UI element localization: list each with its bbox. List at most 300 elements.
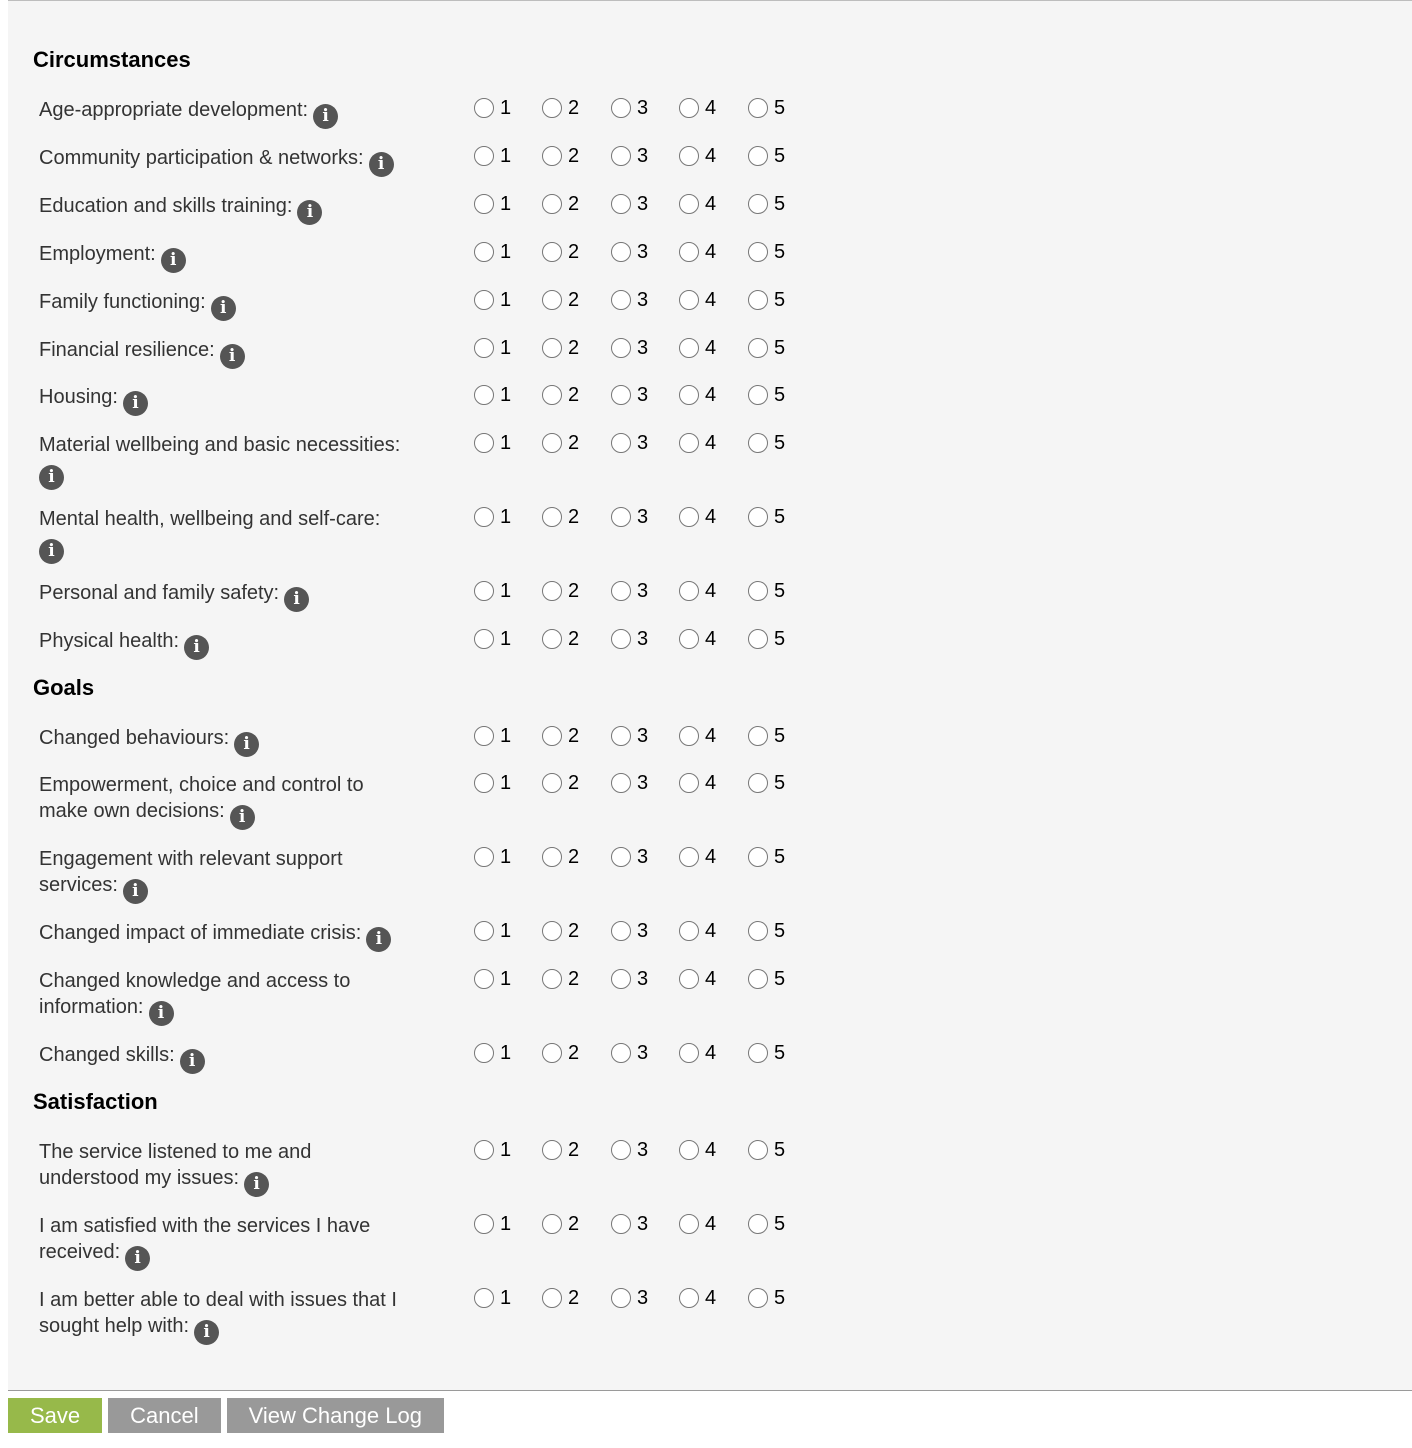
radio-button[interactable]	[542, 1043, 562, 1063]
rating-option-5[interactable]	[748, 770, 785, 796]
rating-option-4[interactable]	[679, 1040, 716, 1066]
rating-option-5[interactable]	[748, 382, 785, 408]
radio-button[interactable]	[679, 1043, 699, 1063]
radio-button[interactable]	[679, 581, 699, 601]
rating-option-label: 2	[568, 920, 580, 942]
rating-option-2[interactable]	[542, 287, 579, 313]
rating-option-2[interactable]	[542, 770, 579, 796]
rating-label-text: Family functioning:	[39, 291, 206, 313]
rating-option-1[interactable]	[474, 1040, 511, 1066]
rating-option-1[interactable]	[474, 335, 511, 361]
rating-option-label: 1	[500, 337, 512, 359]
rating-label	[39, 968, 389, 1026]
radio-button[interactable]	[679, 146, 699, 166]
radio-button[interactable]	[679, 773, 699, 793]
rating-label-text: Community participation & networks:	[39, 147, 364, 169]
rating-option-1[interactable]	[474, 1211, 511, 1237]
rating-option-4[interactable]	[679, 844, 716, 870]
radio-button[interactable]	[542, 1288, 562, 1308]
rating-option-1[interactable]	[474, 95, 511, 121]
rating-option-4[interactable]	[679, 430, 716, 456]
radio-button[interactable]	[679, 1140, 699, 1160]
rating-option-label: 5	[774, 772, 786, 794]
rating-option-label: 3	[637, 506, 649, 528]
rating-option-label: 4	[705, 968, 717, 990]
radio-button[interactable]	[474, 1140, 494, 1160]
rating-option-1[interactable]	[474, 1137, 511, 1163]
radio-button[interactable]	[474, 338, 494, 358]
rating-option-3[interactable]	[611, 95, 648, 121]
info-icon[interactable]: i	[220, 344, 245, 369]
rating-option-5[interactable]	[748, 239, 785, 265]
rating-option-4[interactable]	[679, 626, 716, 652]
section-title-goals: Goals	[33, 675, 95, 700]
rating-option-5[interactable]	[748, 1211, 785, 1237]
rating-option-1[interactable]	[474, 382, 511, 408]
rating-label	[39, 1287, 439, 1345]
rating-option-2[interactable]	[542, 191, 579, 217]
rating-option-2[interactable]	[542, 335, 579, 361]
info-icon[interactable]: i	[366, 927, 391, 952]
rating-option-label: 5	[774, 628, 786, 650]
rating-option-5[interactable]	[748, 966, 785, 992]
rating-option-label: 1	[500, 506, 512, 528]
rating-option-5[interactable]	[748, 95, 785, 121]
rating-option-5[interactable]	[748, 191, 785, 217]
radio-button[interactable]	[474, 773, 494, 793]
info-icon[interactable]: i	[284, 587, 309, 612]
rating-option-label: 4	[705, 628, 717, 650]
rating-option-4[interactable]	[679, 966, 716, 992]
rating-option-3[interactable]	[611, 430, 648, 456]
rating-option-label: 4	[705, 580, 717, 602]
rating-label	[39, 1042, 439, 1074]
rating-label-text: Changed knowledge and access to information:	[39, 970, 351, 1018]
rating-option-2[interactable]	[542, 578, 579, 604]
rating-option-4[interactable]	[679, 239, 716, 265]
radio-button[interactable]	[679, 290, 699, 310]
rating-option-label: 1	[500, 1139, 512, 1161]
rating-label-text: The service listened to me and understood my issues:	[39, 1141, 312, 1189]
rating-label-text: I am better able to deal with issues that I sought help with:	[39, 1289, 397, 1337]
radio-button[interactable]	[474, 726, 494, 746]
radio-button[interactable]	[679, 726, 699, 746]
radio-button[interactable]	[679, 629, 699, 649]
radio-button[interactable]	[748, 1214, 768, 1234]
rating-option-label: 2	[568, 97, 580, 119]
rating-option-3[interactable]	[611, 1211, 648, 1237]
info-icon[interactable]: i	[39, 539, 64, 564]
radio-button[interactable]	[542, 1214, 562, 1234]
rating-label-text: Engagement with relevant support services:	[39, 848, 343, 896]
rating-option-label: 5	[774, 968, 786, 990]
rating-option-3[interactable]	[611, 966, 648, 992]
rating-option-2[interactable]	[542, 1040, 579, 1066]
rating-option-label: 5	[774, 1213, 786, 1235]
info-icon[interactable]: i	[194, 1320, 219, 1345]
rating-label-text: Age-appropriate development:	[39, 99, 309, 121]
rating-option-3[interactable]	[611, 191, 648, 217]
rating-option-4[interactable]	[679, 143, 716, 169]
radio-button[interactable]	[474, 921, 494, 941]
radio-button[interactable]	[611, 338, 631, 358]
rating-option-5[interactable]	[748, 1137, 785, 1163]
rating-option-1[interactable]	[474, 626, 511, 652]
rating-option-label: 5	[774, 1287, 786, 1309]
radio-button[interactable]	[611, 385, 631, 405]
rating-label	[39, 1139, 349, 1197]
radio-button[interactable]	[679, 98, 699, 118]
rating-option-1[interactable]	[474, 430, 511, 456]
rating-option-4[interactable]	[679, 382, 716, 408]
rating-label	[39, 506, 439, 564]
radio-button[interactable]	[611, 290, 631, 310]
radio-button[interactable]	[542, 847, 562, 867]
radio-button[interactable]	[611, 1214, 631, 1234]
rating-option-label: 4	[705, 432, 717, 454]
radio-button[interactable]	[474, 969, 494, 989]
rating-option-label: 5	[774, 920, 786, 942]
radio-button[interactable]	[611, 1140, 631, 1160]
rating-option-label: 2	[568, 1287, 580, 1309]
rating-option-label: 2	[568, 506, 580, 528]
radio-button[interactable]	[611, 581, 631, 601]
rating-option-5[interactable]	[748, 918, 785, 944]
rating-option-3[interactable]	[611, 844, 648, 870]
rating-option-2[interactable]	[542, 626, 579, 652]
rating-option-label: 3	[637, 968, 649, 990]
rating-option-5[interactable]	[748, 1285, 785, 1311]
radio-button[interactable]	[748, 194, 768, 214]
radio-button[interactable]	[679, 194, 699, 214]
radio-button[interactable]	[748, 433, 768, 453]
rating-option-label: 5	[774, 725, 786, 747]
info-icon[interactable]: i	[125, 1246, 150, 1271]
info-icon[interactable]: i	[211, 296, 236, 321]
rating-option-label: 3	[637, 628, 649, 650]
radio-button[interactable]	[542, 146, 562, 166]
radio-button[interactable]	[474, 1288, 494, 1308]
rating-option-2[interactable]	[542, 918, 579, 944]
assessment-form-panel	[8, 0, 1412, 1391]
rating-option-2[interactable]	[542, 1137, 579, 1163]
rating-option-2[interactable]	[542, 844, 579, 870]
rating-option-4[interactable]	[679, 335, 716, 361]
rating-option-label: 1	[500, 968, 512, 990]
radio-button[interactable]	[474, 433, 494, 453]
rating-label	[39, 432, 439, 490]
rating-option-3[interactable]	[611, 335, 648, 361]
rating-option-label: 4	[705, 920, 717, 942]
rating-option-3[interactable]	[611, 239, 648, 265]
radio-button[interactable]	[748, 969, 768, 989]
rating-option-1[interactable]	[474, 287, 511, 313]
rating-label-text: Personal and family safety:	[39, 582, 280, 604]
rating-option-4[interactable]	[679, 770, 716, 796]
rating-option-label: 4	[705, 145, 717, 167]
rating-option-label: 3	[637, 432, 649, 454]
rating-option-4[interactable]	[679, 918, 716, 944]
radio-button[interactable]	[679, 385, 699, 405]
info-icon[interactable]: i	[369, 152, 394, 177]
info-icon[interactable]: i	[184, 635, 209, 660]
rating-option-1[interactable]	[474, 504, 511, 530]
radio-button[interactable]	[542, 338, 562, 358]
radio-button[interactable]	[474, 290, 494, 310]
radio-button[interactable]	[748, 726, 768, 746]
rating-option-2[interactable]	[542, 723, 579, 749]
rating-option-1[interactable]	[474, 844, 511, 870]
rating-option-label: 2	[568, 968, 580, 990]
radio-button[interactable]	[542, 726, 562, 746]
rating-option-1[interactable]	[474, 966, 511, 992]
rating-option-4[interactable]	[679, 504, 716, 530]
rating-option-5[interactable]	[748, 626, 785, 652]
radio-button[interactable]	[611, 194, 631, 214]
radio-button[interactable]	[748, 1140, 768, 1160]
radio-button[interactable]	[474, 242, 494, 262]
rating-option-label: 5	[774, 506, 786, 528]
rating-option-3[interactable]	[611, 1137, 648, 1163]
radio-button[interactable]	[611, 921, 631, 941]
radio-button[interactable]	[474, 146, 494, 166]
rating-option-label: 2	[568, 337, 580, 359]
radio-button[interactable]	[611, 507, 631, 527]
rating-option-1[interactable]	[474, 143, 511, 169]
rating-option-label: 1	[500, 920, 512, 942]
rating-label	[39, 580, 439, 612]
radio-button[interactable]	[474, 385, 494, 405]
radio-button[interactable]	[748, 1288, 768, 1308]
rating-option-2[interactable]	[542, 504, 579, 530]
radio-button[interactable]	[542, 98, 562, 118]
rating-option-2[interactable]	[542, 382, 579, 408]
view-change-log-button[interactable]: View Change Log	[227, 1398, 444, 1433]
info-icon[interactable]: i	[234, 732, 259, 757]
rating-option-3[interactable]	[611, 770, 648, 796]
radio-button[interactable]	[474, 629, 494, 649]
rating-option-5[interactable]	[748, 723, 785, 749]
rating-option-3[interactable]	[611, 626, 648, 652]
rating-option-4[interactable]	[679, 287, 716, 313]
rating-label	[39, 920, 439, 952]
cancel-button[interactable]: Cancel	[108, 1398, 220, 1433]
info-icon[interactable]: i	[230, 805, 255, 830]
rating-option-3[interactable]	[611, 578, 648, 604]
radio-button[interactable]	[542, 969, 562, 989]
rating-option-3[interactable]	[611, 287, 648, 313]
radio-button[interactable]	[679, 921, 699, 941]
radio-button[interactable]	[542, 773, 562, 793]
radio-button[interactable]	[474, 581, 494, 601]
radio-button[interactable]	[611, 969, 631, 989]
rating-option-5[interactable]	[748, 143, 785, 169]
radio-button[interactable]	[611, 773, 631, 793]
rating-option-label: 5	[774, 1139, 786, 1161]
rating-label-text: Material wellbeing and basic necessities:	[39, 434, 401, 456]
rating-option-3[interactable]	[611, 143, 648, 169]
radio-button[interactable]	[474, 847, 494, 867]
rating-option-label: 1	[500, 145, 512, 167]
rating-option-label: 2	[568, 628, 580, 650]
info-icon[interactable]: i	[39, 465, 64, 490]
radio-button[interactable]	[679, 338, 699, 358]
rating-option-3[interactable]	[611, 382, 648, 408]
info-icon[interactable]: i	[244, 1172, 269, 1197]
rating-option-5[interactable]	[748, 504, 785, 530]
rating-option-5[interactable]	[748, 844, 785, 870]
radio-button[interactable]	[748, 338, 768, 358]
radio-button[interactable]	[611, 1288, 631, 1308]
info-icon[interactable]: i	[149, 1001, 174, 1026]
rating-option-3[interactable]	[611, 918, 648, 944]
radio-button[interactable]	[542, 1140, 562, 1160]
rating-option-1[interactable]	[474, 578, 511, 604]
radio-button[interactable]	[474, 1214, 494, 1234]
radio-button[interactable]	[474, 507, 494, 527]
radio-button[interactable]	[748, 146, 768, 166]
radio-button[interactable]	[611, 1043, 631, 1063]
radio-button[interactable]	[542, 242, 562, 262]
rating-option-2[interactable]	[542, 95, 579, 121]
form-actions	[8, 1398, 444, 1433]
rating-option-label: 3	[637, 1213, 649, 1235]
rating-option-1[interactable]	[474, 191, 511, 217]
radio-button[interactable]	[748, 98, 768, 118]
rating-label-text: Changed impact of immediate crisis:	[39, 922, 362, 944]
rating-option-1[interactable]	[474, 770, 511, 796]
radio-button[interactable]	[748, 921, 768, 941]
info-icon[interactable]: i	[161, 248, 186, 273]
radio-button[interactable]	[474, 194, 494, 214]
rating-option-label: 1	[500, 1287, 512, 1309]
rating-option-label: 4	[705, 97, 717, 119]
rating-option-5[interactable]	[748, 1040, 785, 1066]
rating-option-2[interactable]	[542, 239, 579, 265]
info-icon[interactable]: i	[123, 879, 148, 904]
rating-option-label: 3	[637, 145, 649, 167]
radio-button[interactable]	[611, 146, 631, 166]
rating-label-text: Housing:	[39, 386, 118, 408]
radio-button[interactable]	[542, 921, 562, 941]
rating-option-4[interactable]	[679, 191, 716, 217]
rating-option-label: 5	[774, 193, 786, 215]
rating-option-2[interactable]	[542, 1211, 579, 1237]
radio-button[interactable]	[542, 290, 562, 310]
rating-option-5[interactable]	[748, 335, 785, 361]
rating-option-label: 1	[500, 384, 512, 406]
radio-button[interactable]	[679, 242, 699, 262]
radio-button[interactable]	[748, 773, 768, 793]
rating-option-label: 4	[705, 1213, 717, 1235]
rating-option-3[interactable]	[611, 1285, 648, 1311]
rating-option-label: 1	[500, 628, 512, 650]
radio-button[interactable]	[748, 290, 768, 310]
rating-option-5[interactable]	[748, 287, 785, 313]
rating-option-label: 5	[774, 846, 786, 868]
radio-button[interactable]	[611, 847, 631, 867]
rating-option-2[interactable]	[542, 1285, 579, 1311]
rating-label	[39, 337, 439, 369]
radio-button[interactable]	[679, 433, 699, 453]
radio-button[interactable]	[542, 194, 562, 214]
radio-button[interactable]	[679, 1288, 699, 1308]
rating-label-text: Changed skills:	[39, 1044, 175, 1066]
rating-option-4[interactable]	[679, 1285, 716, 1311]
rating-option-label: 1	[500, 193, 512, 215]
radio-button[interactable]	[748, 629, 768, 649]
rating-option-3[interactable]	[611, 723, 648, 749]
radio-button[interactable]	[748, 242, 768, 262]
rating-option-label: 1	[500, 580, 512, 602]
radio-button[interactable]	[748, 581, 768, 601]
info-icon[interactable]: i	[180, 1049, 205, 1074]
rating-option-2[interactable]	[542, 143, 579, 169]
radio-button[interactable]	[542, 581, 562, 601]
rating-option-3[interactable]	[611, 1040, 648, 1066]
rating-option-2[interactable]	[542, 966, 579, 992]
radio-button[interactable]	[611, 242, 631, 262]
rating-option-5[interactable]	[748, 430, 785, 456]
rating-option-1[interactable]	[474, 239, 511, 265]
rating-option-4[interactable]	[679, 95, 716, 121]
rating-option-1[interactable]	[474, 723, 511, 749]
radio-button[interactable]	[679, 507, 699, 527]
radio-button[interactable]	[679, 847, 699, 867]
radio-button[interactable]	[748, 507, 768, 527]
radio-button[interactable]	[474, 98, 494, 118]
rating-option-label: 3	[637, 384, 649, 406]
rating-option-label: 1	[500, 1042, 512, 1064]
info-icon[interactable]: i	[313, 104, 338, 129]
radio-button[interactable]	[611, 726, 631, 746]
rating-option-2[interactable]	[542, 430, 579, 456]
rating-option-1[interactable]	[474, 1285, 511, 1311]
rating-label	[39, 193, 439, 225]
rating-option-label: 5	[774, 145, 786, 167]
rating-option-4[interactable]	[679, 1211, 716, 1237]
info-icon[interactable]: i	[297, 200, 322, 225]
radio-button[interactable]	[679, 969, 699, 989]
rating-option-label: 2	[568, 241, 580, 263]
radio-button[interactable]	[611, 629, 631, 649]
rating-option-4[interactable]	[679, 578, 716, 604]
radio-button[interactable]	[542, 629, 562, 649]
save-button[interactable]: Save	[8, 1398, 102, 1433]
rating-option-1[interactable]	[474, 918, 511, 944]
rating-option-3[interactable]	[611, 504, 648, 530]
radio-button[interactable]	[542, 385, 562, 405]
radio-button[interactable]	[679, 1214, 699, 1234]
rating-label	[39, 846, 379, 904]
rating-option-label: 4	[705, 289, 717, 311]
rating-option-label: 3	[637, 725, 649, 747]
radio-button[interactable]	[611, 98, 631, 118]
radio-button[interactable]	[542, 433, 562, 453]
rating-option-4[interactable]	[679, 723, 716, 749]
radio-button[interactable]	[748, 385, 768, 405]
rating-option-4[interactable]	[679, 1137, 716, 1163]
info-icon[interactable]: i	[123, 391, 148, 416]
radio-button[interactable]	[748, 1043, 768, 1063]
rating-option-label: 5	[774, 384, 786, 406]
rating-option-5[interactable]	[748, 578, 785, 604]
rating-option-label: 2	[568, 432, 580, 454]
radio-button[interactable]	[748, 847, 768, 867]
radio-button[interactable]	[611, 433, 631, 453]
radio-button[interactable]	[542, 507, 562, 527]
radio-button[interactable]	[474, 1043, 494, 1063]
